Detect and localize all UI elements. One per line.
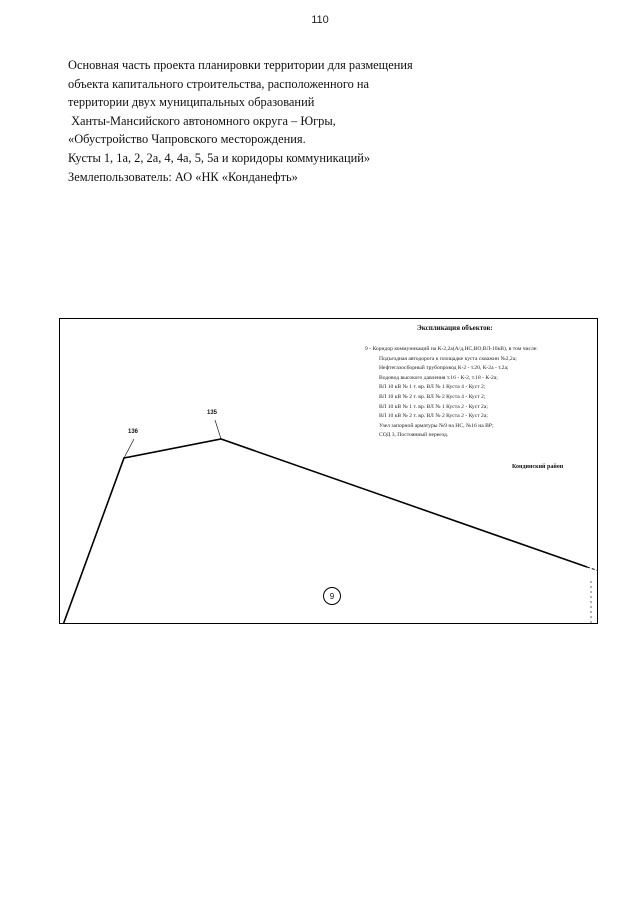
title-line: «Обустройство Чапровского месторождения. [68,132,306,147]
legend-item: ВЛ 10 кВ № 1 т. вр. ВЛ № 1 Куста 2 - Куст 2а; [379,403,488,410]
legend-item: Подъездная автодорога к площадке куста скважин №2,2а; [379,355,517,362]
zone-number-circle: 9 [323,587,341,605]
legend-item: СОД 3, Постоянный переезд. [379,432,449,439]
dashed-continuation [587,567,598,571]
point-label-136: 136 [128,429,139,435]
district-label: Кондинский район [512,464,564,470]
leader-line-136 [124,439,134,458]
legend-item: Узел запорной арматуры №9 на НС, №16 на ВР; [379,422,494,429]
title-line: территории двух муниципальных образований [68,95,315,110]
document-title [68,56,488,186]
legend-item: ВЛ 10 кВ № 2 т. вр. ВЛ № 2 Куста 4 - Куст 2; [379,393,486,400]
title-line: Ханты-Мансийского автономного округа – Югры, [68,113,336,128]
map-fragment [59,318,598,624]
legend-item: ВЛ 10 кВ № 2 т. вр. ВЛ № 2 Куста 2 - Куст 2а; [379,413,488,420]
point-label-135: 135 [207,410,218,416]
leader-line-135 [215,420,221,439]
page-number: 110 [311,14,329,26]
legend-list [365,345,598,441]
title-line: Основная часть проекта планировки территории для размещения [68,58,413,72]
land-user-line: Землепользователь: АО «НК «Конданефть» [68,169,298,184]
legend-item: Нефтегазосборный трубопровод К-2 - т.20, К-2а - т.2а; [379,365,509,372]
legend-item: ВЛ 10 кВ № 1 т. вр. ВЛ № 1 Куста 4 - Куст 2; [379,384,486,391]
legend-title: Экспликация объектов: [417,324,493,332]
legend-item: Водовод высокого давления т.16 - К-2, т.18 - К-2а; [379,374,498,381]
legend-item: 9 - Коридор коммуникаций на К-2,2а(А/д,НС,ВО,ВЛ-10кВ), в том числе: [365,346,538,352]
title-line: объекта капитального строительства, расположенного на [68,76,370,91]
title-line: Кусты 1, 1а, 2, 2а, 4, 4а, 5, 5а и коридоры коммуникаций» [68,150,371,165]
